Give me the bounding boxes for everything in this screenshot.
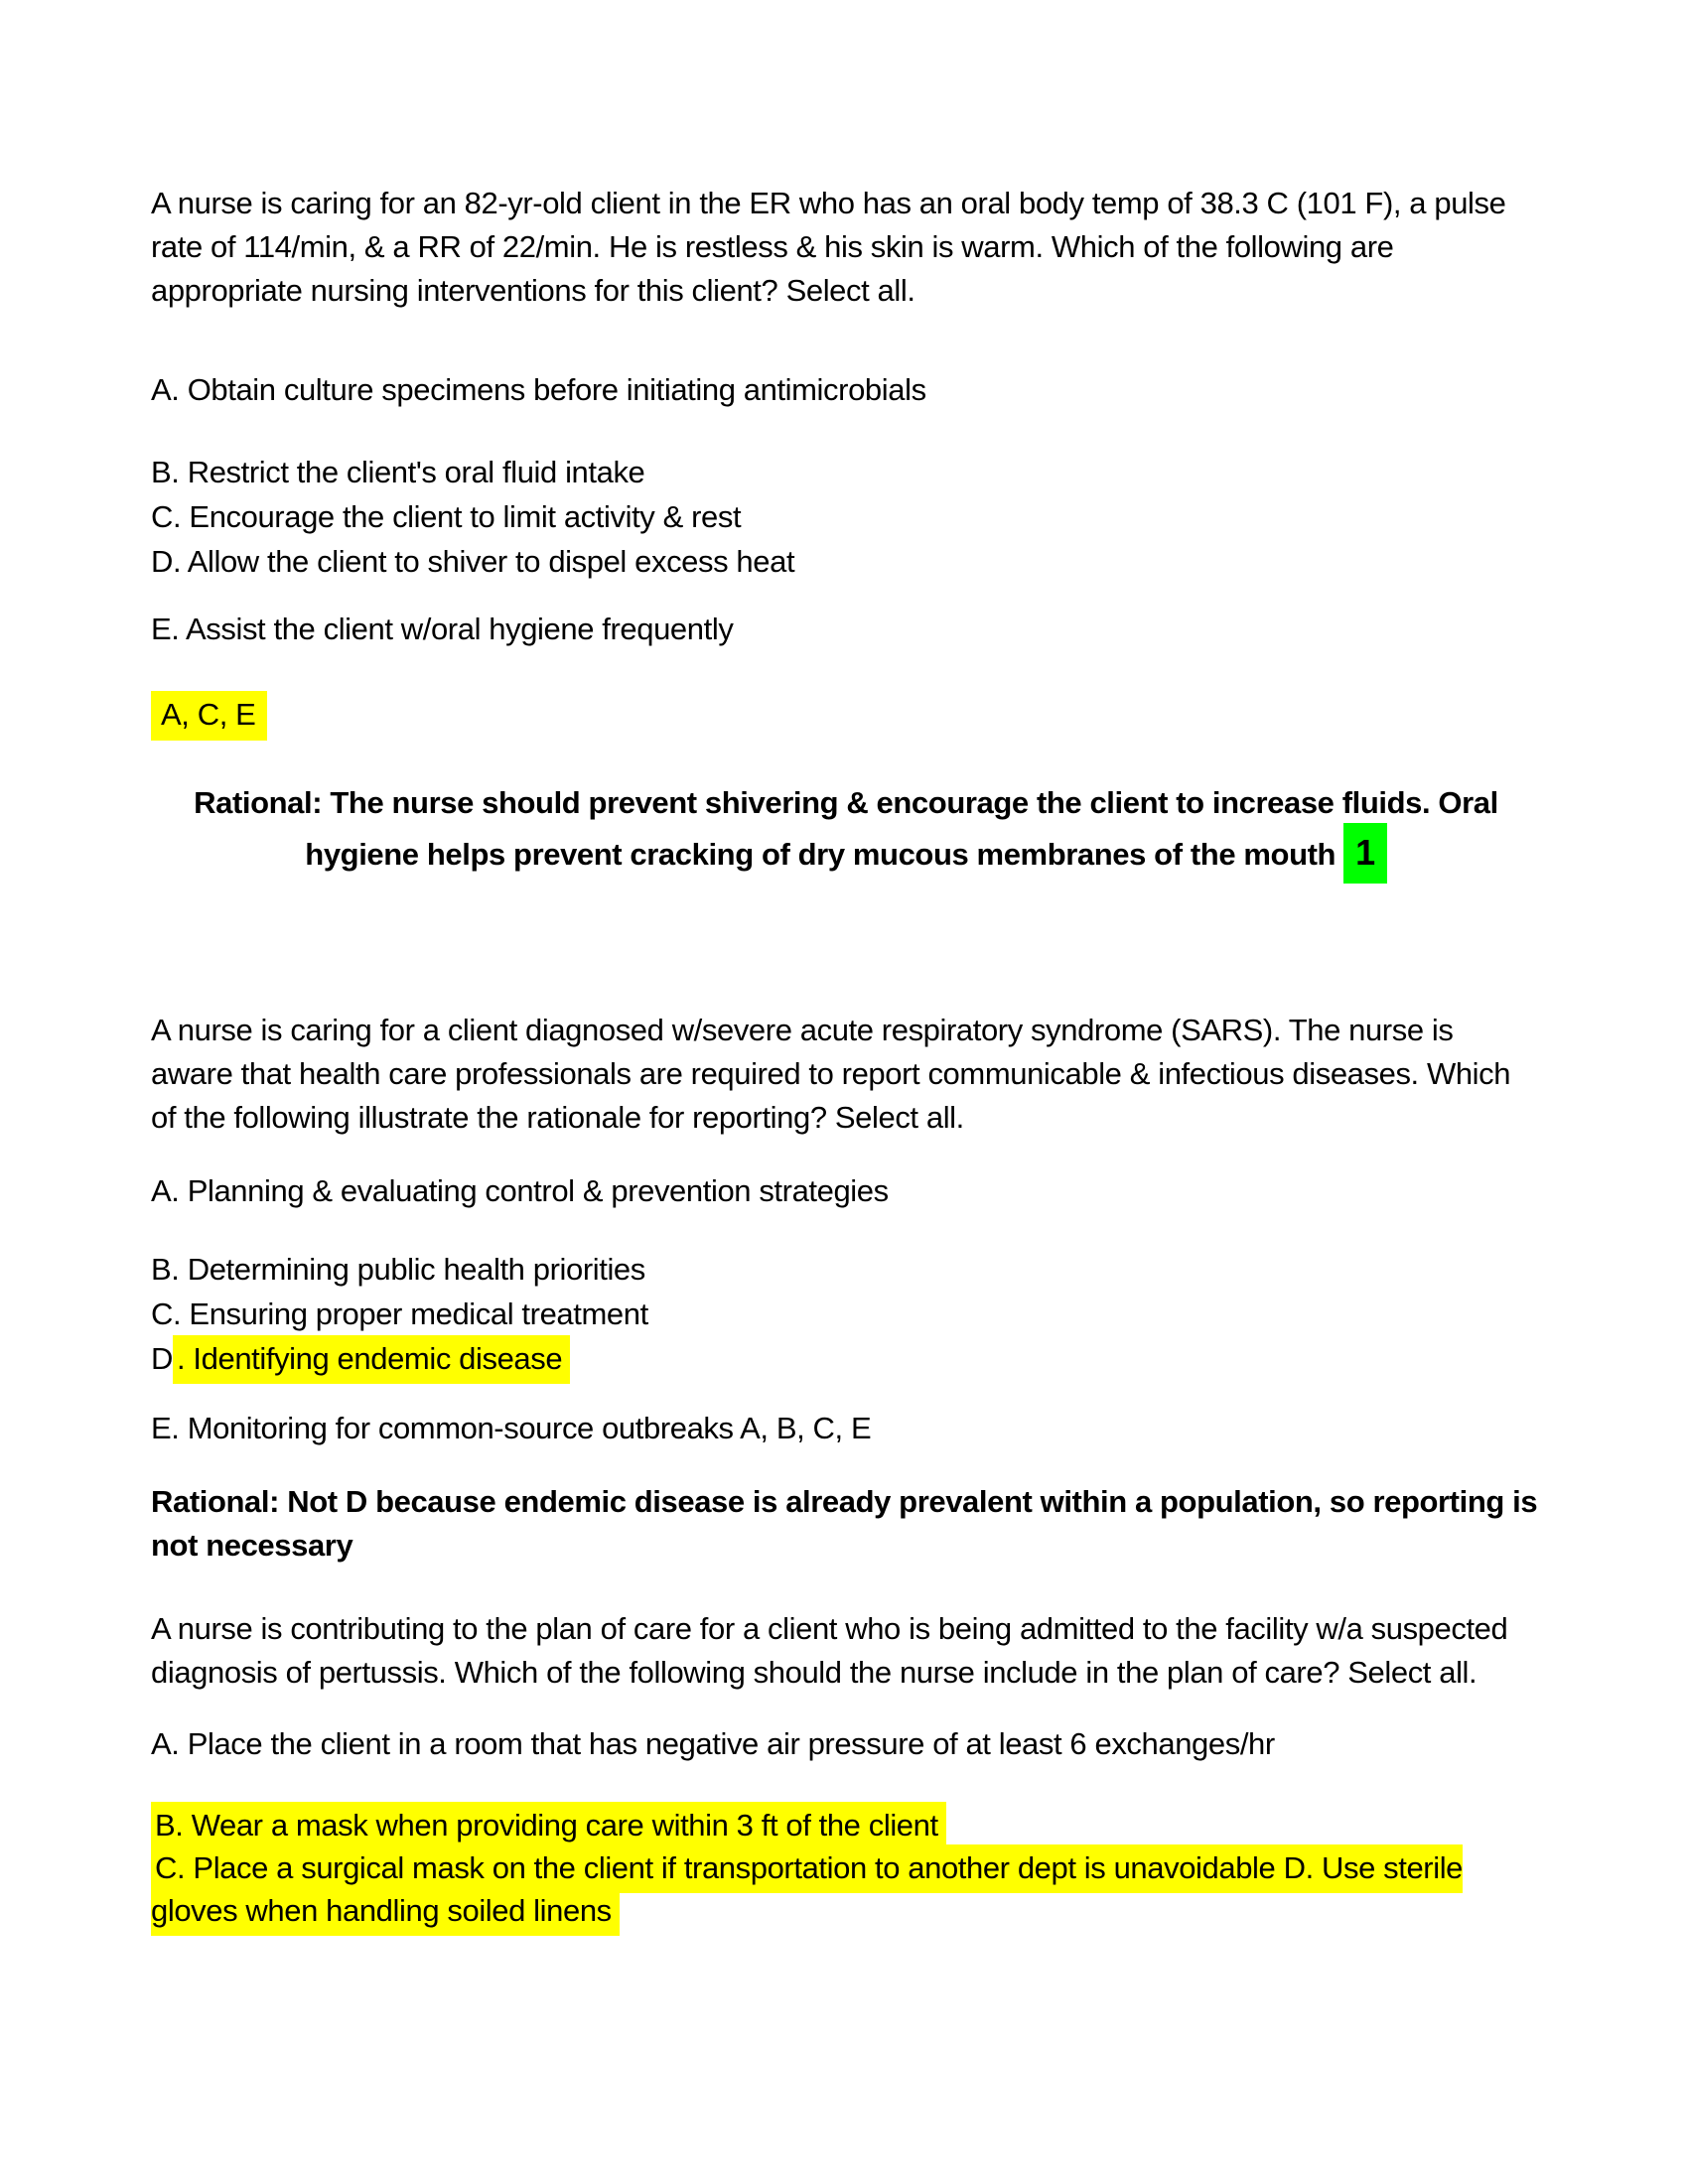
question-1-options-bcd	[151, 450, 1541, 584]
question-2-stem: A nurse is caring for a client diagnosed w/severe acute respiratory syndrome (SARS). The nurse is aware that health care professionals are required to report communicable & infectious diseases. Which of the following illustrate the rationale for reporting? Select all.	[151, 1013, 1511, 1135]
question-1-rational	[151, 778, 1541, 880]
question-1-answer-highlight: A, C, E	[151, 691, 267, 741]
question-1-option-b: B. Restrict the client's oral fluid intake	[151, 455, 645, 489]
question-3-options-cd	[151, 1846, 1541, 1932]
question-3-option-b-highlight: B. Wear a mask when providing care within 3 ft of the client	[151, 1802, 946, 1850]
question-2-option-c: C. Ensuring proper medical treatment	[151, 1297, 648, 1331]
question-2-option-e: E. Monitoring for common-source outbreaks A, B, C, E	[151, 1411, 872, 1445]
question-1-stem: A nurse is caring for an 82-yr-old client in the ER who has an oral body temp of 38.3 C (101 F), a pulse rate of 114/min, & a RR of 22/min. He is restless & his skin is warm. Which of the following are appropriate nursing interventions for this client? Select all.	[151, 186, 1506, 308]
question-1-footnote-marker: 1	[1343, 823, 1387, 884]
question-2-option-d-highlight: . Identifying endemic disease	[173, 1335, 570, 1384]
question-2-option-d-prefix: D	[151, 1341, 173, 1376]
question-3-options-cd-highlight: C. Place a surgical mask on the client if transportation to another dept is unavoidable D. Use sterile gloves when handling soiled linens	[151, 1844, 1463, 1936]
question-3-highlighted-answers	[151, 1804, 1541, 1932]
question-1-rational-text: Rational: The nurse should prevent shivering & encourage the client to increase fluids. Oral hygiene helps prevent cracking of dry mucous membranes of the mouth	[194, 785, 1498, 872]
question-2-rational: Rational: Not D because endemic disease is already prevalent within a population, so reporting is not necessary	[151, 1484, 1538, 1563]
question-1-answer-line	[151, 693, 1541, 737]
question-1-option-c: C. Encourage the client to limit activity & rest	[151, 499, 742, 534]
question-1-option-a: A. Obtain culture specimens before initiating antimicrobials	[151, 372, 926, 407]
question-3-option-b	[151, 1804, 1541, 1846]
question-2-option-b: B. Determining public health priorities	[151, 1252, 645, 1287]
question-2-options-bcd	[151, 1247, 1541, 1381]
question-3-stem: A nurse is contributing to the plan of care for a client who is being admitted to the facility w/a suspected diagnosis of pertussis. Which of the following should the nurse include in the plan of care? Select all.	[151, 1611, 1508, 1690]
question-1-option-e: E. Assist the client w/oral hygiene frequently	[151, 612, 734, 646]
question-1-option-d: D. Allow the client to shiver to dispel excess heat	[151, 544, 795, 579]
question-3-option-a: A. Place the client in a room that has negative air pressure of at least 6 exchanges/hr	[151, 1726, 1275, 1761]
question-2-option-a: A. Planning & evaluating control & prevention strategies	[151, 1173, 889, 1208]
question-2-option-d	[151, 1336, 1541, 1381]
